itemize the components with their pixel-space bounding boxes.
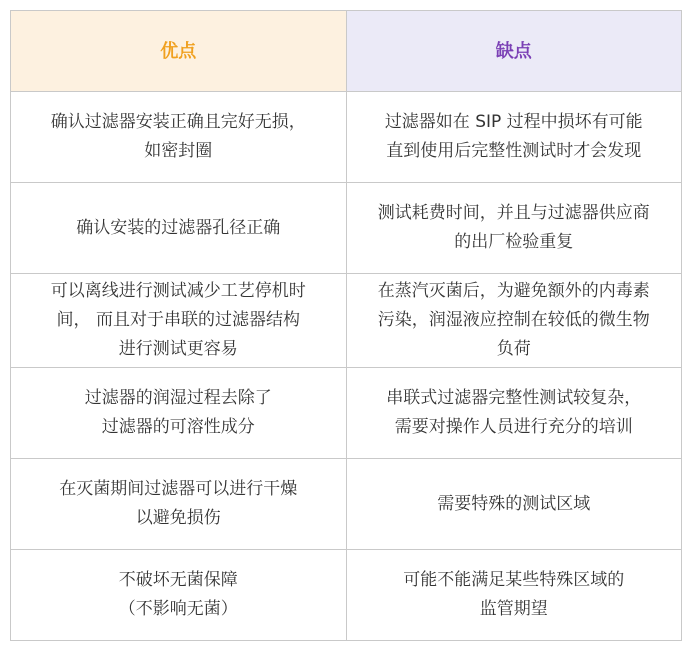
cons-cell [346,274,682,368]
cell-line: 需要对操作人员进行充分的培训 [394,417,633,437]
pros-header-label: 优点 [160,40,197,62]
cell-line: 在蒸汽灭菌后，为避免额外的内毒素 [377,281,650,301]
cell-line: 过滤器的润湿过程去除了 [84,388,272,408]
table-row [11,459,682,550]
cell-line: 需要特殊的测试区域 [437,493,591,514]
pros-header [11,11,347,92]
pros-cell [11,550,347,641]
header-row [11,11,682,92]
cell-line: 串联式过滤器完整性测试较复杂， [386,388,642,408]
cell-line: 进行测试更容易 [118,339,238,359]
cell-line: 的出厂检验重复 [454,232,574,252]
cons-cell [346,459,682,550]
table-row [11,274,682,368]
cell-line: （不影响无菌） [118,599,238,619]
cell-line: 在灭菌期间过滤器可以进行干燥 [59,479,298,499]
cell-line: 以避免损伤 [135,508,221,528]
cell-line: 负荷 [496,339,531,359]
cell-line: 测试耗费时间，并且与过滤器供应商 [377,203,650,223]
cell-line: 监管期望 [479,599,548,619]
cell-line: 确认安装的过滤器孔径正确 [76,217,281,238]
cell-line: 可能不能满足某些特殊区域的 [403,570,625,590]
pros-cell [11,368,347,459]
pros-cell [11,92,347,183]
pros-cell [11,459,347,550]
cell-line: 可以离线进行测试减少工艺停机时 [50,281,306,301]
cell-line: 不破坏无菌保障 [118,570,238,590]
comparison-table [10,10,682,641]
cell-line: 过滤器如在 SIP 过程中损坏有可能 [384,112,643,132]
cons-cell [346,550,682,641]
cell-line: 确认过滤器安装正确且完好无损， [50,112,306,132]
cell-line: 如密封圈 [144,141,213,161]
cons-cell [346,368,682,459]
cell-line: 直到使用后完整性测试时才会发现 [386,141,642,161]
cell-line: 过滤器的可溶性成分 [101,417,255,437]
cons-cell [346,183,682,274]
cons-header-label: 缺点 [495,40,532,62]
cell-line: 间， 而且对于串联的过滤器结构 [56,310,300,330]
pros-cell [11,183,347,274]
pros-cell [11,274,347,368]
cons-header [346,11,682,92]
table-row [11,183,682,274]
table-row [11,92,682,183]
cell-line: 污染，润湿液应控制在较低的微生物 [377,310,650,330]
table-row [11,550,682,641]
table-row [11,368,682,459]
cons-cell [346,92,682,183]
